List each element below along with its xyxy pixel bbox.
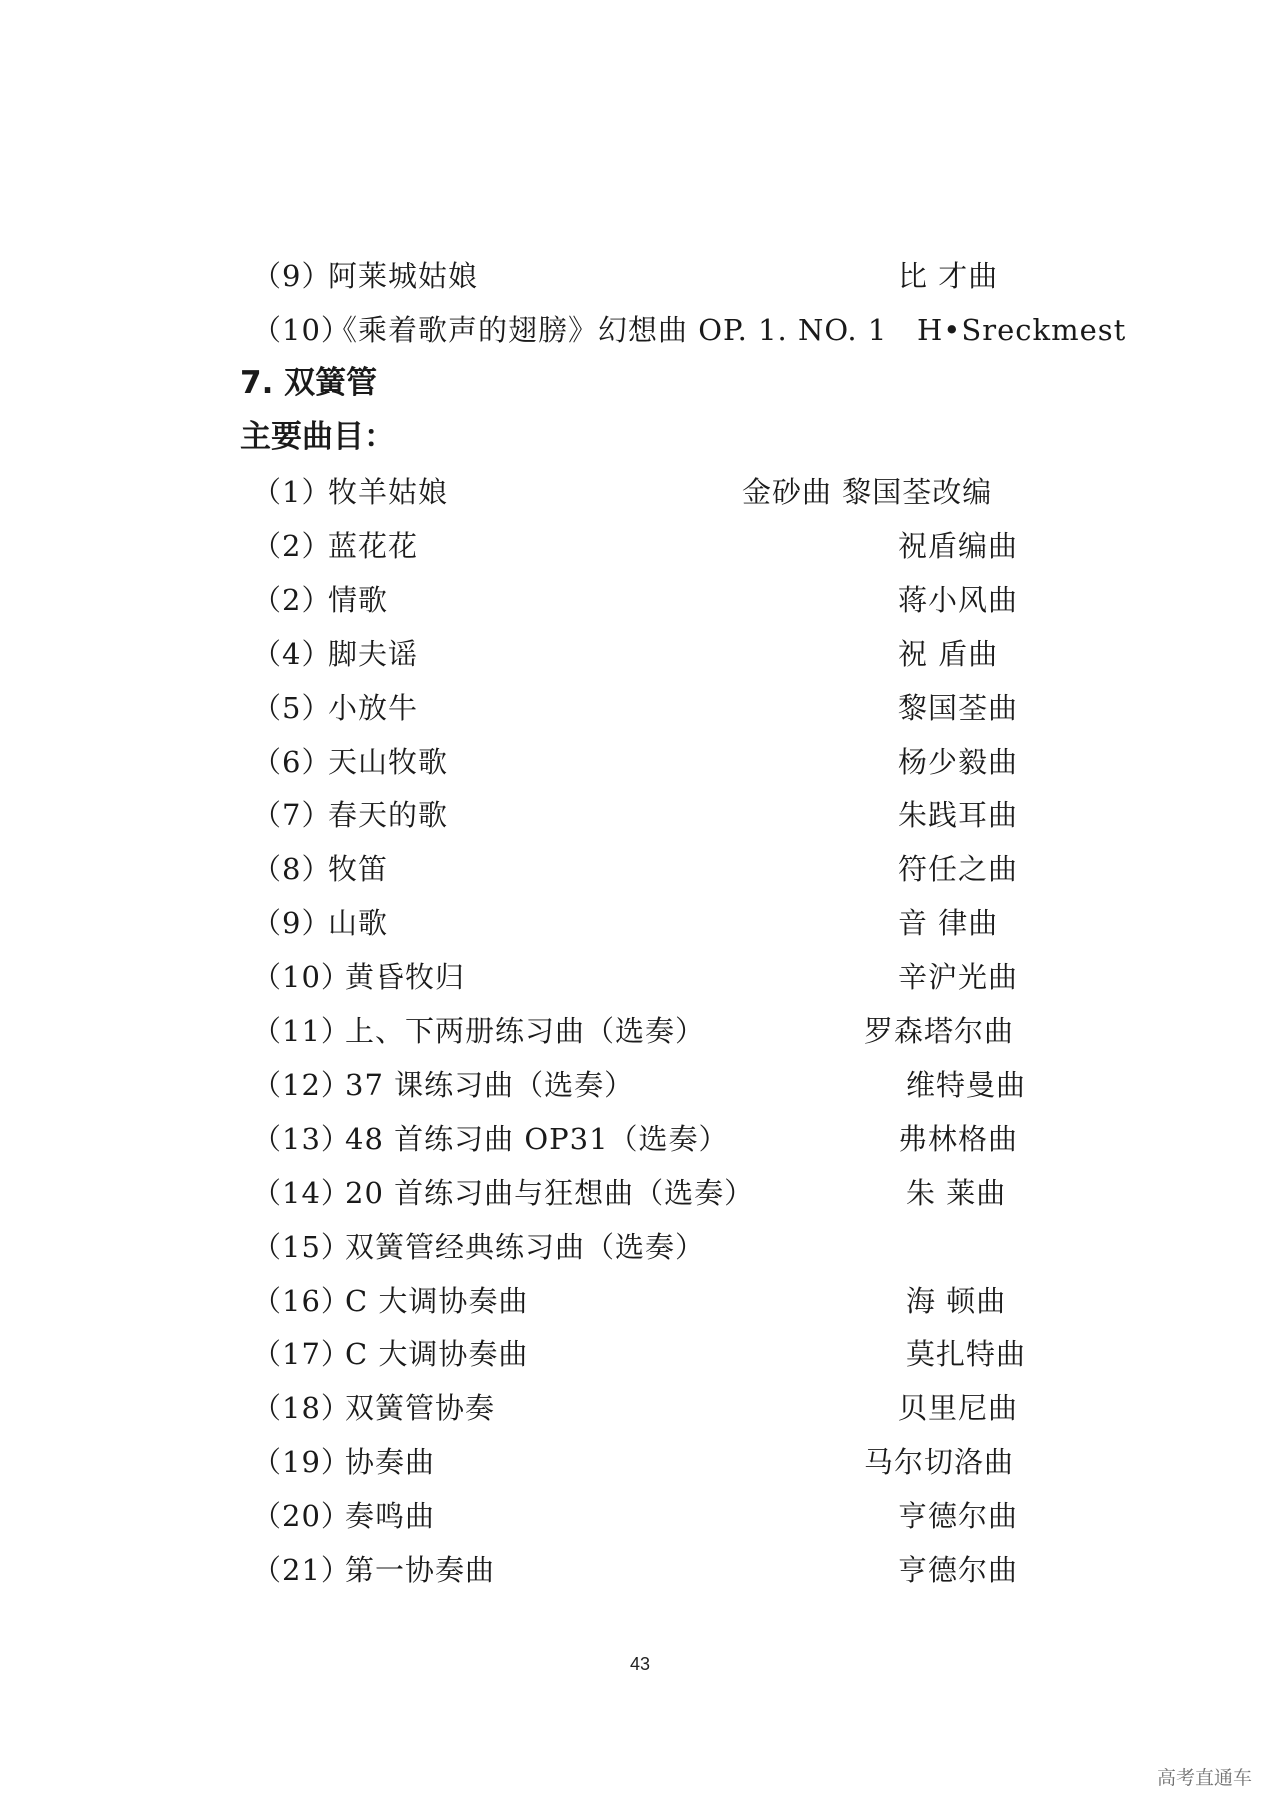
item-composer: 金砂曲 黎国荃改编 [742, 475, 993, 509]
item-title: C 大调协奏曲 [345, 1337, 529, 1371]
list-item [252, 1007, 1152, 1055]
list-item [252, 738, 1152, 786]
watermark: 高考直通车 [1156, 1767, 1252, 1789]
item-composer: 黎国荃曲 [898, 691, 1019, 725]
list-item [252, 576, 1152, 624]
item-title: 双簧管经典练习曲（选奏） [345, 1230, 706, 1264]
list-item [252, 252, 1152, 300]
item-number: （4） [252, 637, 332, 671]
list-item [252, 630, 1152, 678]
list-item [252, 684, 1152, 732]
item-composer: 弗林格曲 [898, 1122, 1019, 1156]
item-number: （19） [252, 1445, 351, 1479]
item-composer: 海 顿曲 [906, 1284, 1007, 1318]
list-item [252, 791, 1152, 839]
item-composer: 罗森塔尔曲 [864, 1014, 1015, 1048]
item-title: 阿莱城姑娘 [328, 259, 479, 293]
item-number: （9） [252, 259, 332, 293]
item-composer: 亨德尔曲 [898, 1553, 1019, 1587]
item-number: （2） [252, 583, 332, 617]
item-title: 牧笛 [328, 852, 389, 886]
list-item [252, 1546, 1152, 1594]
item-composer: 音 律曲 [898, 906, 999, 940]
item-number: （20） [252, 1499, 351, 1533]
item-title: 脚夫谣 [328, 637, 419, 671]
section-subheading: 主要曲目： [240, 419, 395, 455]
list-item [252, 1277, 1152, 1325]
item-composer: 维特曼曲 [906, 1068, 1027, 1102]
list-item [252, 845, 1152, 893]
list-item [252, 899, 1152, 947]
list-item [252, 1330, 1152, 1378]
item-number: （2） [252, 529, 332, 563]
item-composer: 朱 莱曲 [906, 1176, 1007, 1210]
item-number: （8） [252, 852, 332, 886]
item-number: （17） [252, 1337, 351, 1371]
item-title: 天山牧歌 [328, 745, 449, 779]
list-item [252, 468, 1152, 516]
item-title: 蓝花花 [328, 529, 419, 563]
list-item [252, 1492, 1152, 1540]
item-number: （18） [252, 1391, 351, 1425]
list-item [252, 1223, 1152, 1271]
list-item [252, 1384, 1152, 1432]
list-item [252, 1061, 1152, 1109]
list-item [252, 1169, 1152, 1217]
item-title: 37 课练习曲（选奏） [345, 1068, 635, 1102]
section-heading: 7. 双簧管 [240, 365, 378, 401]
item-number: （11） [252, 1014, 351, 1048]
item-number: （14） [252, 1176, 351, 1210]
item-number: （6） [252, 745, 332, 779]
list-item [252, 953, 1152, 1001]
item-number: （13） [252, 1122, 351, 1156]
item-title: 双簧管协奏 [345, 1391, 496, 1425]
item-number: （5） [252, 691, 332, 725]
item-composer: 蒋小风曲 [898, 583, 1019, 617]
item-composer: 祝盾编曲 [898, 529, 1019, 563]
item-composer: 朱践耳曲 [898, 798, 1019, 832]
item-title: 协奏曲 [345, 1445, 436, 1479]
item-title: 山歌 [328, 906, 389, 940]
item-title: 奏鸣曲 [345, 1499, 436, 1533]
item-composer: 马尔切洛曲 [864, 1445, 1015, 1479]
item-number: （21） [252, 1553, 351, 1587]
item-composer: 杨少毅曲 [898, 745, 1019, 779]
list-item [252, 522, 1152, 570]
item-title: C 大调协奏曲 [345, 1284, 529, 1318]
item-composer: H•Sreckmest [917, 313, 1127, 347]
item-title: 《乘着歌声的翅膀》幻想曲 OP. 1. NO. 1 [328, 313, 888, 347]
item-composer: 贝里尼曲 [898, 1391, 1019, 1425]
item-number: （1） [252, 475, 332, 509]
item-title: 黄昏牧归 [345, 960, 466, 994]
item-number: （15） [252, 1230, 351, 1264]
item-composer: 祝 盾曲 [898, 637, 999, 671]
item-title: 第一协奏曲 [345, 1553, 496, 1587]
item-composer: 辛沪光曲 [898, 960, 1019, 994]
item-composer: 莫扎特曲 [906, 1337, 1027, 1371]
item-title: 春天的歌 [328, 798, 449, 832]
item-title: 48 首练习曲 OP31（选奏） [345, 1122, 729, 1156]
item-number: （16） [252, 1284, 351, 1318]
list-item [252, 306, 1152, 354]
item-title: 牧羊姑娘 [328, 475, 449, 509]
item-number: （9） [252, 906, 332, 940]
list-item [252, 1438, 1152, 1486]
item-composer: 符任之曲 [898, 852, 1019, 886]
page-number: 43 [629, 1654, 651, 1674]
item-title: 情歌 [328, 583, 389, 617]
item-composer: 亨德尔曲 [898, 1499, 1019, 1533]
item-title: 20 首练习曲与狂想曲（选奏） [345, 1176, 755, 1210]
item-number: （10） [252, 960, 351, 994]
item-title: 小放牛 [328, 691, 419, 725]
item-number: （7） [252, 798, 332, 832]
item-composer: 比 才曲 [898, 259, 999, 293]
item-number: （10） [252, 313, 351, 347]
item-number: （12） [252, 1068, 351, 1102]
list-item [252, 1115, 1152, 1163]
item-title: 上、下两册练习曲（选奏） [345, 1014, 706, 1048]
